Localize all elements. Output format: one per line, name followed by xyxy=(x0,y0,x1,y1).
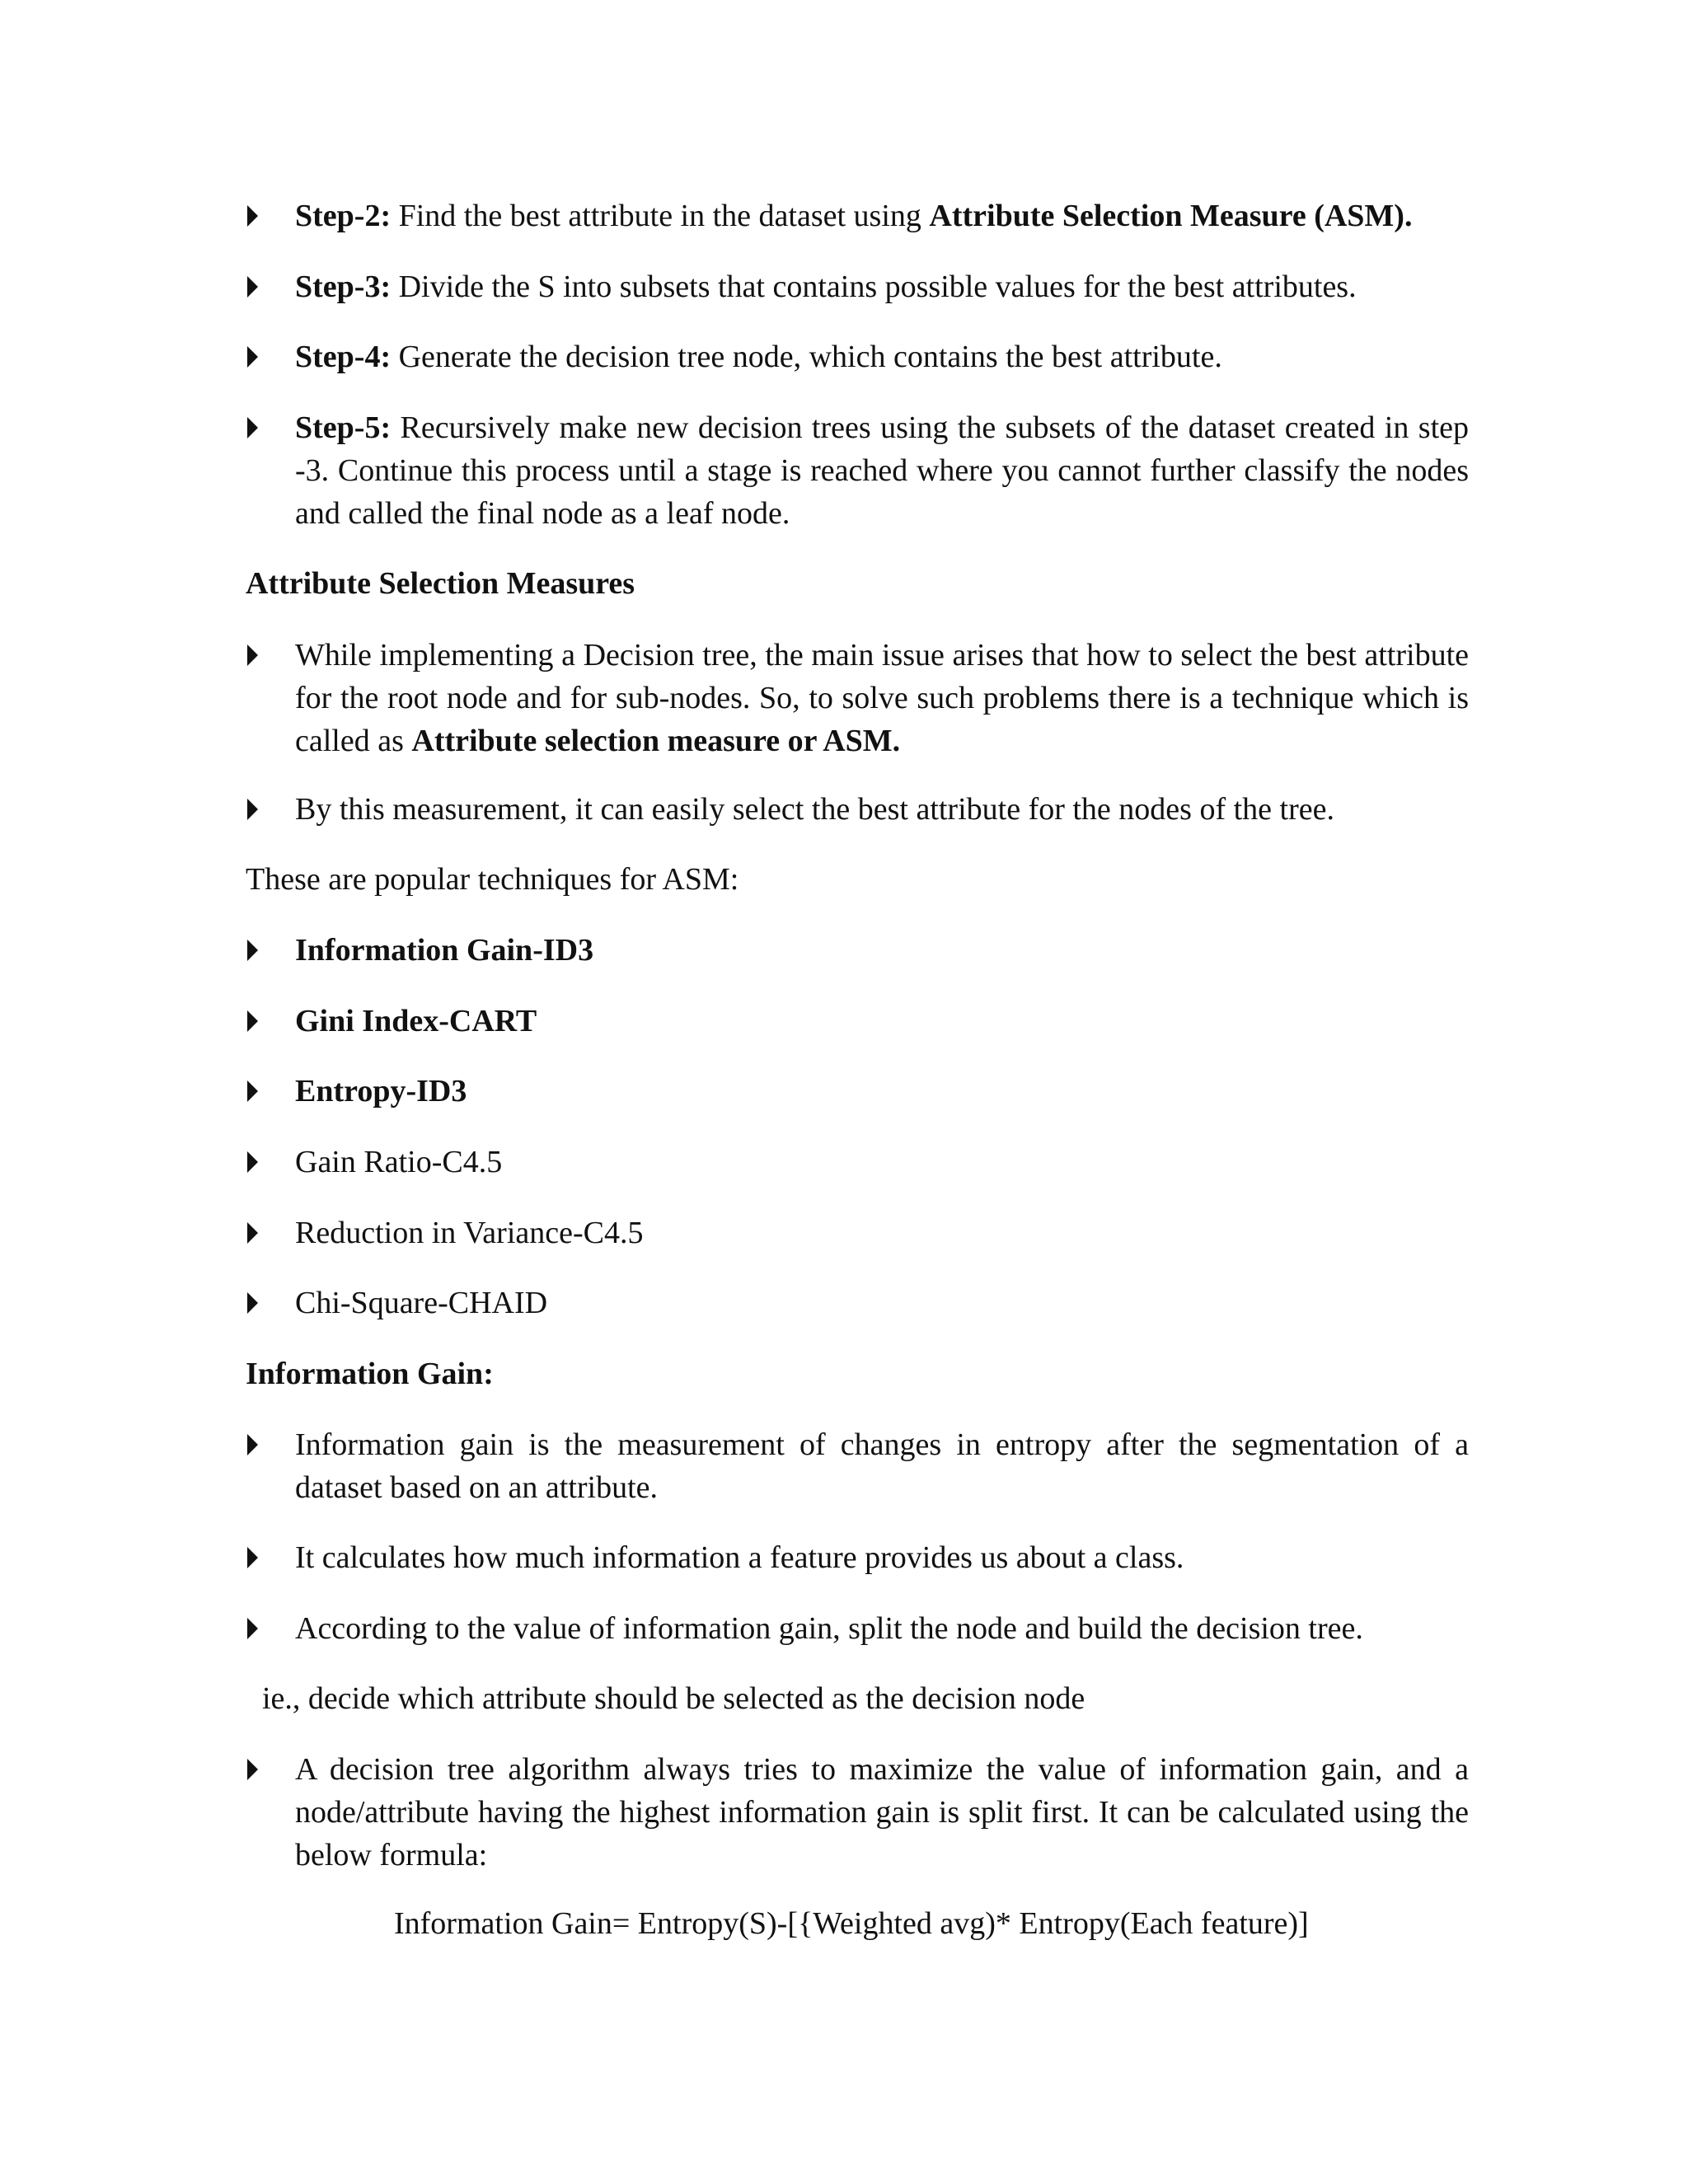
technique-item xyxy=(295,929,593,972)
bullet-arrow-icon xyxy=(247,276,258,298)
step-4-item xyxy=(295,335,1222,378)
technique-label: Gini Index-CART xyxy=(295,1004,537,1038)
technique-label: Entropy-ID3 xyxy=(295,1074,467,1108)
asm-bullet-1 xyxy=(295,634,1469,762)
step-bold-text: Attribute Selection Measure (ASM). xyxy=(929,199,1413,233)
step-text: Generate the decision tree node, which contains the best attribute. xyxy=(391,340,1222,374)
bullet-arrow-icon xyxy=(247,1222,258,1244)
bullet-arrow-icon xyxy=(247,1292,258,1314)
asm-intro: These are popular techniques for ASM: xyxy=(246,862,739,897)
bullet-arrow-icon xyxy=(247,1434,258,1455)
bullet-arrow-icon xyxy=(247,644,258,666)
bullet-arrow-icon xyxy=(247,1547,258,1568)
asm-bullet-1-text: While implementing a Decision tree, the main issue arises that how to select the best attribute for the root node and for sub-nodes. So, to solve such problems there is a technique which is called as xyxy=(295,638,1469,758)
info-gain-bullet-3: According to the value of information gain, split the node and build the decision tree. xyxy=(295,1611,1363,1646)
step-label: Step-4: xyxy=(295,340,392,374)
info-gain-note: ie., decide which attribute should be selected as the decision node xyxy=(262,1681,1085,1716)
bullet-arrow-icon xyxy=(247,799,258,820)
step-label: Step-5: xyxy=(295,410,392,445)
bullet-arrow-icon xyxy=(247,205,258,227)
info-gain-heading: Information Gain: xyxy=(246,1357,494,1391)
technique-item xyxy=(295,1070,467,1113)
step-label: Step-2: xyxy=(295,199,392,233)
step-3-item xyxy=(295,265,1357,308)
bullet-arrow-icon xyxy=(247,1151,258,1173)
bullet-arrow-icon xyxy=(247,1618,258,1639)
technique-item xyxy=(295,1000,537,1043)
info-gain-bullet-2: It calculates how much information a feature provides us about a class. xyxy=(295,1540,1184,1575)
technique-item: Chi-Square-CHAID xyxy=(295,1286,548,1320)
step-5-item xyxy=(295,406,1469,535)
step-2-item xyxy=(295,194,1412,237)
bullet-arrow-icon xyxy=(247,417,258,438)
bullet-arrow-icon xyxy=(247,1010,258,1032)
step-text: Divide the S into subsets that contains possible values for the best attributes. xyxy=(391,269,1357,304)
step-text: Recursively make new decision trees using the subsets of the dataset created in step -3. Continue this process until a stage is reached where you cannot further classify the nodes and called the final node as a leaf node. xyxy=(295,410,1469,531)
bullet-arrow-icon xyxy=(247,1080,258,1102)
technique-item: Gain Ratio-C4.5 xyxy=(295,1145,503,1179)
step-label: Step-3: xyxy=(295,269,392,304)
info-gain-bullet-4: A decision tree algorithm always tries to maximize the value of information gain, and a node/attribute having the highest information gain is split first. It can be calculated using the below formula: xyxy=(295,1752,1469,1872)
asm-heading: Attribute Selection Measures xyxy=(246,566,635,601)
asm-bullet-2: By this measurement, it can easily select the best attribute for the nodes of the tree. xyxy=(295,792,1334,827)
bullet-arrow-icon xyxy=(247,940,258,961)
info-gain-bullet-1: Information gain is the measurement of changes in entropy after the segmentation of a dataset based on an attribute. xyxy=(295,1427,1469,1505)
step-text: Find the best attribute in the dataset using xyxy=(391,199,930,233)
info-gain-formula: Information Gain= Entropy(S)-[{Weighted avg)* Entropy(Each feature)] xyxy=(394,1906,1309,1941)
technique-label: Information Gain-ID3 xyxy=(295,933,594,968)
technique-item: Reduction in Variance-C4.5 xyxy=(295,1216,644,1250)
bullet-arrow-icon xyxy=(247,346,258,368)
asm-bullet-1-bold: Attribute selection measure or ASM. xyxy=(411,724,901,758)
bullet-arrow-icon xyxy=(247,1759,258,1780)
